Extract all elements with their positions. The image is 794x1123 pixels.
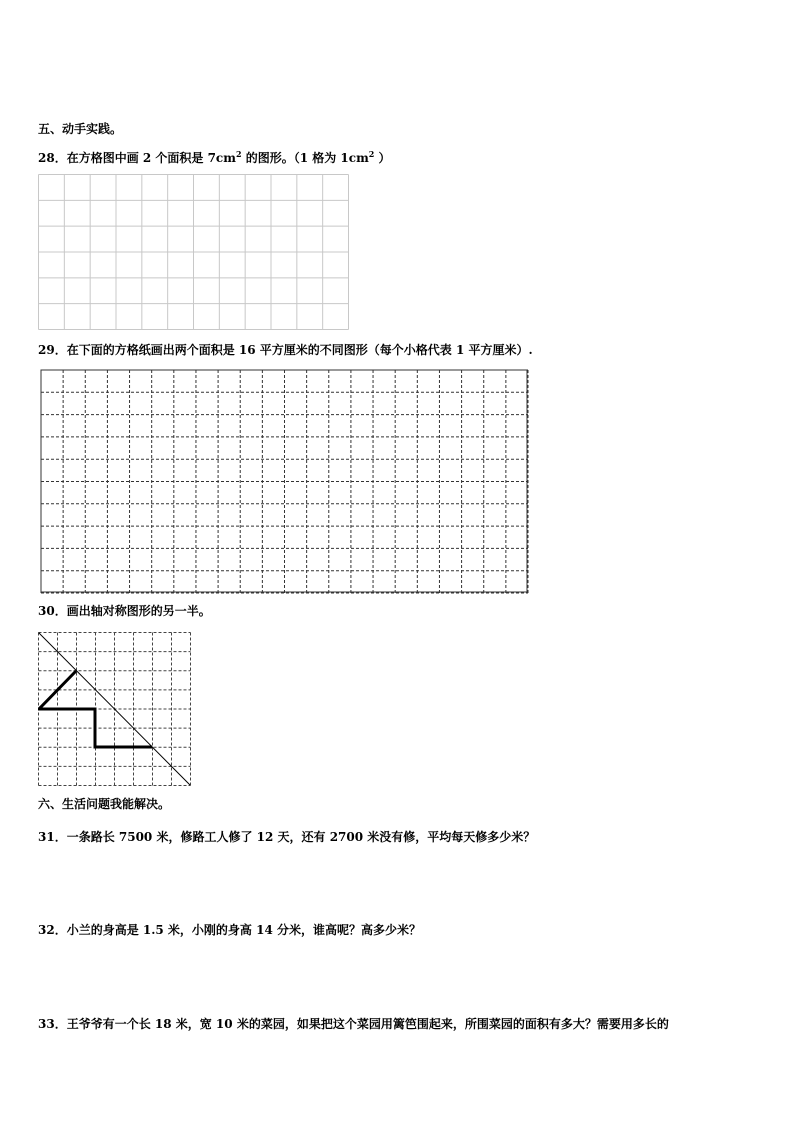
question-32-text: 小兰的身高是 1.5 米，小刚的身高 14 分米，谁高呢？高多少米？ xyxy=(66,923,421,937)
section-6-heading xyxy=(38,796,170,812)
section-6-heading-text: 六、生活问题我能解决。 xyxy=(38,797,171,811)
question-29-text: 在下面的方格纸画出两个面积是 16 平方厘米的不同图形（每个小格代表 1 平方厘米）. xyxy=(66,343,533,357)
question-33 xyxy=(38,1016,669,1032)
question-28-text-a: 在方格图中画 2 个面积是 7cm xyxy=(66,151,236,165)
question-30-grid[interactable] xyxy=(38,632,191,786)
question-28-grid[interactable] xyxy=(38,174,349,330)
section-5-heading-text: 五、动手实践。 xyxy=(38,122,123,136)
question-28-superscript-a: 2 xyxy=(235,149,242,159)
question-33-text: 王爷爷有一个长 18 米，宽 10 米的菜园，如果把这个菜园用篱笆围起来，所围菜园的面积有多大？需要用多长的 xyxy=(66,1017,669,1031)
question-33-number: 33． xyxy=(38,1017,67,1031)
question-28-number: 28． xyxy=(38,151,67,165)
section-5-heading xyxy=(38,121,122,137)
question-31 xyxy=(38,829,535,845)
question-28 xyxy=(38,146,391,166)
question-30-number: 30． xyxy=(38,604,67,618)
question-31-text: 一条路长 7500 米，修路工人修了 12 天，还有 2700 米没有修，平均每天修多少米？ xyxy=(66,830,536,844)
question-29 xyxy=(38,342,533,358)
question-29-number: 29． xyxy=(38,343,67,357)
question-28-text-b: 的图形。（1 格为 1cm xyxy=(241,151,369,165)
question-29-grid[interactable] xyxy=(40,369,529,594)
question-28-text-c: ） xyxy=(374,151,391,165)
question-32 xyxy=(38,922,421,938)
question-30-text: 画出轴对称图形的另一半。 xyxy=(66,604,211,618)
question-32-number: 32． xyxy=(38,923,67,937)
question-31-number: 31． xyxy=(38,830,67,844)
question-30 xyxy=(38,603,211,619)
question-28-superscript-b: 2 xyxy=(368,149,375,159)
